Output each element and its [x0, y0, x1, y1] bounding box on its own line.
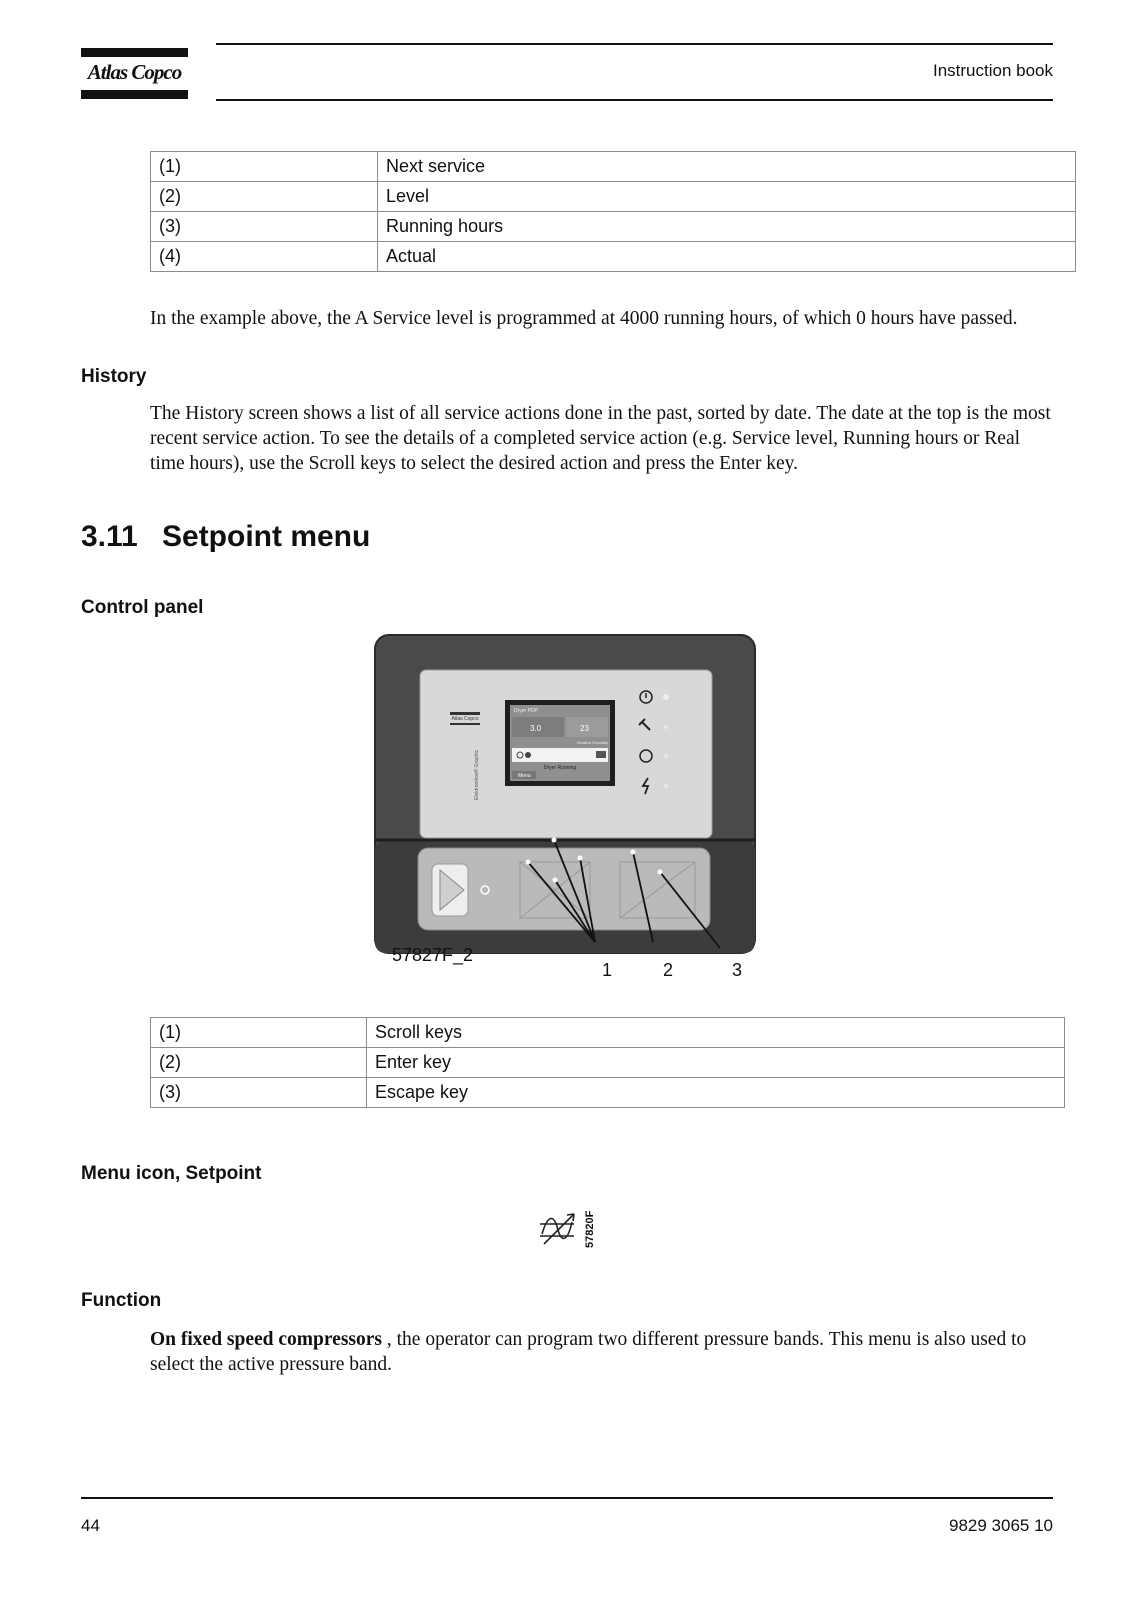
brand-logo: Atlas Copco	[87, 60, 182, 84]
callout-3: 3	[732, 960, 743, 980]
header-title: Instruction book	[932, 61, 1053, 80]
history-paragraph: The History screen shows a list of all service actions done in the past, sorted by date. The date at the top is the most recent service action. To see the details of a completed service action (e.g. Service level, Running hours or Real time hours), use the Scroll keys to select the desired action and press the Enter key.	[150, 403, 1051, 474]
table-row	[151, 1018, 1065, 1048]
menu-icon-figure-id: 57820F	[584, 1210, 596, 1248]
control-panel-figure	[370, 630, 760, 990]
section-title	[81, 520, 370, 554]
history-heading: History	[81, 366, 147, 387]
table-row	[151, 152, 1076, 182]
screen-label-right: Relative Humidity	[576, 740, 608, 745]
row-number: (2)	[151, 182, 378, 212]
section-number: 3.11	[81, 520, 138, 553]
row-label: Running hours	[378, 212, 1076, 242]
row-label: Actual	[378, 242, 1076, 272]
screen-status: Dryer Running	[543, 765, 577, 771]
function-heading: Function	[81, 1290, 162, 1311]
table-row	[151, 242, 1076, 272]
header-rule-bottom	[216, 99, 1053, 101]
row-label: Next service	[378, 152, 1076, 182]
table-row	[151, 1048, 1065, 1078]
function-bold-lead: On fixed speed compressors	[150, 1329, 383, 1350]
callout-2: 2	[663, 960, 674, 980]
logo-bar-bottom	[81, 90, 188, 99]
header-rule-top	[216, 43, 1053, 45]
figure-id-control-panel: 57827F_2	[392, 945, 474, 965]
footer-rule	[81, 1497, 1053, 1499]
table-row	[151, 1078, 1065, 1108]
table-row	[151, 212, 1076, 242]
row-number: (2)	[151, 1048, 367, 1078]
screen-menu: Menu	[518, 773, 531, 779]
row-label: Scroll keys	[367, 1018, 1065, 1048]
section-name: Setpoint menu	[162, 520, 371, 553]
panel-model-text: Elektronikon® Graphic	[474, 749, 480, 800]
screen-value-left: 3.0	[530, 724, 542, 733]
row-label: Level	[378, 182, 1076, 212]
page-number: 44	[81, 1516, 100, 1535]
callout-1: 1	[602, 960, 613, 980]
logo-bar-top	[81, 48, 188, 57]
row-number: (3)	[151, 212, 378, 242]
screen-title: Dryer PDP	[514, 708, 538, 714]
legend-table-service	[150, 151, 1076, 272]
document-number: 9829 3065 10	[949, 1516, 1053, 1535]
table-row	[151, 182, 1076, 212]
row-number: (4)	[151, 242, 378, 272]
setpoint-icon	[538, 1200, 600, 1252]
function-text: , the operator can program two different pressure bands. This menu is also used to select the active pressure band.	[150, 1329, 1027, 1375]
screen-value-right: 23	[580, 724, 589, 733]
legend-table-keys	[150, 1017, 1065, 1108]
function-paragraph	[150, 1327, 1055, 1377]
row-label: Enter key	[367, 1048, 1065, 1078]
panel-brand-text: Atlas Copco	[451, 716, 479, 722]
control-panel-heading: Control panel	[81, 597, 204, 618]
row-number: (1)	[151, 1018, 367, 1048]
row-number: (3)	[151, 1078, 367, 1108]
example-paragraph: In the example above, the A Service level is programmed at 4000 running hours, of which 0 hours have passed.	[150, 308, 1018, 329]
menu-icon-heading: Menu icon, Setpoint	[81, 1163, 262, 1184]
row-number: (1)	[151, 152, 378, 182]
row-label: Escape key	[367, 1078, 1065, 1108]
